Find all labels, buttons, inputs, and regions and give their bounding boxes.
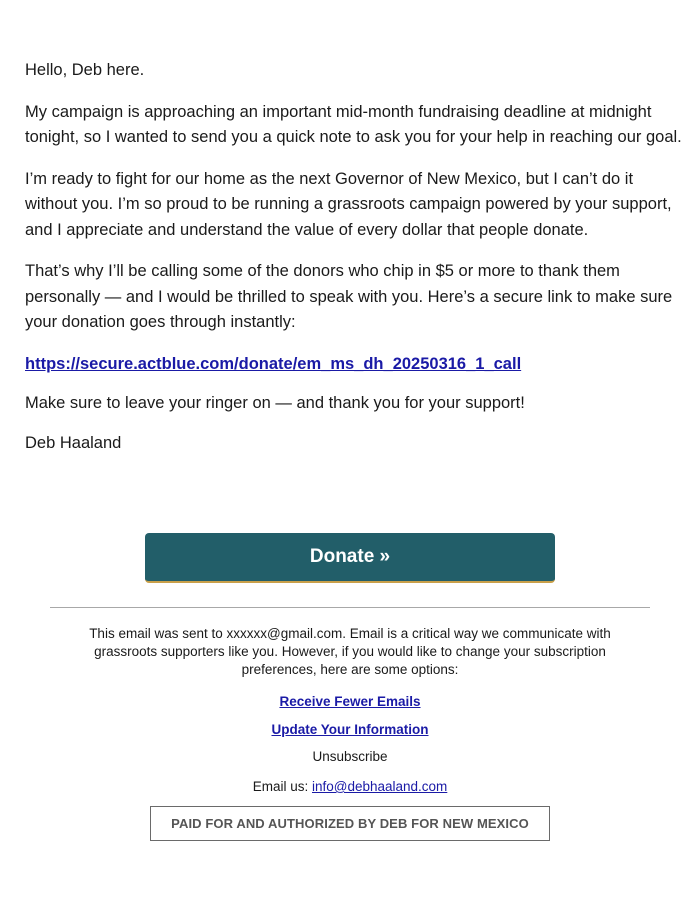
footer	[50, 625, 650, 796]
footer-divider	[50, 607, 650, 608]
update-information-link[interactable]: Update Your Information	[271, 722, 429, 737]
signature: Deb Haaland	[25, 433, 122, 452]
greeting: Hello, Deb here.	[25, 61, 145, 79]
email-body	[25, 58, 685, 472]
closing-line: Make sure to leave your ringer on — and thank you for your support!	[25, 394, 525, 412]
donation-link[interactable]: https://secure.actblue.com/donate/em_ms_dh_20250316_1_call	[25, 354, 522, 373]
email-us-row	[50, 778, 650, 796]
paragraph-calling: That’s why I’ll be calling some of the donors who chip in $5 or more to thank them personally — and I would be thrilled to speak with you. Here’s a secure link to make sure your donation goes through instantly:	[25, 262, 673, 331]
donation-link-paragraph	[25, 352, 685, 378]
paid-for-disclaimer: PAID FOR AND AUTHORIZED BY DEB FOR NEW MEXICO	[150, 806, 550, 841]
donate-button-wrapper	[145, 533, 555, 583]
receive-fewer-row	[50, 693, 650, 711]
donate-button[interactable]: Donate »	[145, 533, 555, 583]
contact-email-link[interactable]: info@debhaaland.com	[312, 779, 448, 794]
receive-fewer-emails-link[interactable]: Receive Fewer Emails	[279, 694, 421, 709]
footer-notice: This email was sent to xxxxxx@gmail.com. Email is a critical way we communicate with grassroots supporters like you. However, if you would like to change your subscription preferences, here are some options:	[89, 626, 611, 677]
unsubscribe-link[interactable]: Unsubscribe	[312, 749, 388, 764]
paragraph-governor: I’m ready to fight for our home as the next Governor of New Mexico, but I can’t do it without you. I’m so proud to be running a grassroots campaign powered by your support, and I appreciate and understand the value of every dollar that people donate.	[25, 169, 672, 239]
paragraph-deadline: My campaign is approaching an important mid-month fundraising deadline at midnight tonight, so I wanted to send you a quick note to ask you for your help in reaching our goal.	[25, 102, 682, 146]
update-info-row	[50, 721, 650, 739]
email-us-label: Email us:	[252, 779, 309, 794]
